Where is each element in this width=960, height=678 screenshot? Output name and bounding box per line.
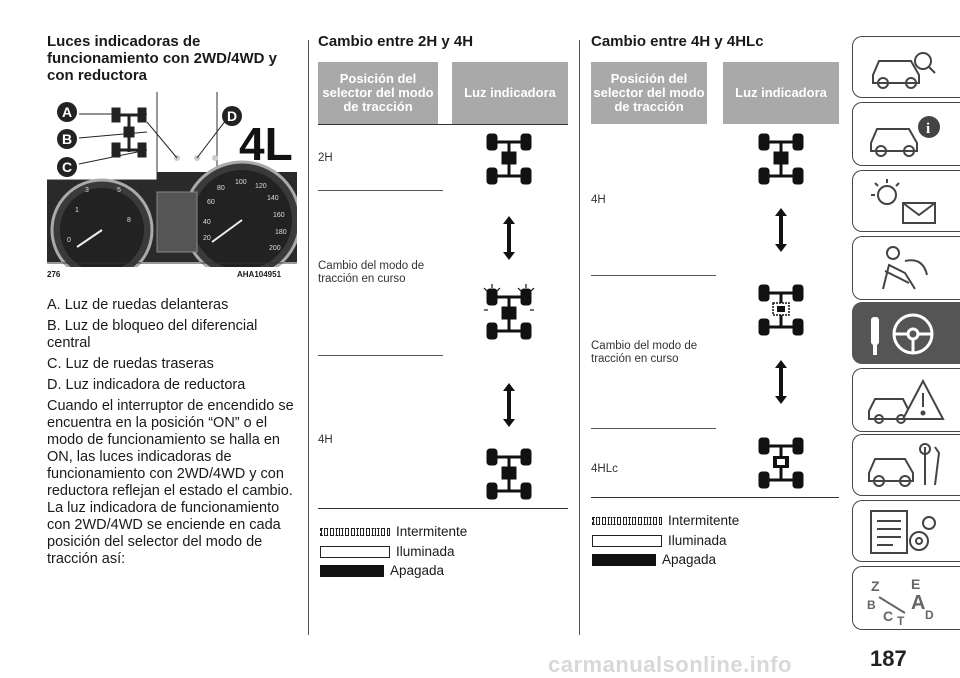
svg-text:C: C	[883, 608, 894, 624]
car-info-icon	[865, 109, 945, 161]
list-item: A. Luz de ruedas delanteras	[47, 297, 229, 313]
svg-text:60: 60	[207, 199, 215, 206]
svg-text:B: B	[867, 598, 876, 612]
steering-key-icon	[865, 309, 945, 359]
legend-label: Iluminada	[668, 533, 727, 548]
legend-on	[320, 544, 455, 559]
svg-text:1: 1	[75, 207, 79, 214]
table-cell: 4H	[318, 434, 333, 446]
tab-car-info[interactable]	[852, 102, 960, 166]
on-swatch	[592, 535, 662, 547]
table-header-position: Posición del selector del modo de tracción	[318, 62, 438, 124]
blink-swatch	[320, 528, 390, 536]
legend-off	[592, 552, 716, 567]
table-header-light: Luz indicadora	[452, 62, 568, 124]
legend-label: Apagada	[390, 563, 445, 578]
car-search-icon	[865, 43, 945, 93]
svg-text:T: T	[897, 614, 905, 625]
off-swatch	[320, 565, 384, 577]
legend-on	[592, 533, 727, 548]
double-arrow-icon	[775, 208, 787, 257]
svg-text:200: 200	[269, 245, 281, 252]
table-cell: 4HLc	[591, 463, 618, 475]
section-heading: Cambio entre 4H y 4HLc	[591, 33, 764, 50]
svg-text:40: 40	[203, 219, 211, 226]
airbag-seat-icon	[865, 243, 945, 295]
tab-steering-key[interactable]	[852, 302, 960, 364]
breakdown-triangle-icon	[865, 375, 945, 427]
section-heading: Luces indicadoras de funcionamiento con 2WD/4WD y con reductora	[47, 33, 278, 84]
legend-label: Intermitente	[668, 513, 740, 528]
legend-label: Iluminada	[396, 544, 455, 559]
tab-specs-list[interactable]	[852, 500, 960, 562]
svg-text:20: 20	[203, 235, 211, 242]
svg-text:3: 3	[85, 187, 89, 194]
legend-off	[320, 563, 444, 578]
figure-label-a: A	[62, 104, 73, 120]
figure-label-d: D	[227, 108, 238, 124]
svg-text:D: D	[925, 608, 934, 622]
off-swatch	[592, 554, 656, 566]
legend-label: Intermitente	[396, 524, 468, 539]
table-header-position: Posición del selector del modo de tracción	[591, 62, 707, 124]
figure-label-b: B	[62, 131, 73, 147]
figure-label-c: C	[62, 159, 73, 175]
svg-text:E: E	[911, 576, 921, 592]
body-paragraph: Cuando el interruptor de encendido se encuentra en la posición “ON” o el modo de funcionamiento se halla en ON, las luces indicadoras de funcionamiento con 2WD/4WD y con reductora reflejan el estado el cambio. La luz indicadora de funcionamiento con 2WD/4WD se enciende en cada posición del selector del modo de tracción así:	[47, 398, 294, 567]
double-arrow-icon	[503, 216, 515, 265]
figure-code: AHA104951	[237, 270, 282, 279]
watermark: carmanualsonline.info	[548, 652, 792, 677]
table-cell: Cambio del modo de tracción en curso	[318, 260, 425, 285]
svg-text:180: 180	[275, 229, 287, 236]
legend-label: Apagada	[662, 552, 717, 567]
section-heading: Cambio entre 2H y 4H	[318, 33, 474, 50]
4wd-lit-icon	[486, 133, 532, 190]
car-service-icon	[865, 441, 945, 491]
4wd-lit-icon	[486, 448, 532, 505]
double-arrow-icon	[775, 360, 787, 409]
svg-text:80: 80	[217, 185, 225, 192]
tab-warning-lights[interactable]	[852, 170, 960, 232]
legend-list	[47, 297, 302, 568]
svg-text:5: 5	[117, 187, 121, 194]
svg-text:A: A	[911, 592, 926, 614]
list-item: B. Luz de bloqueo del diferencial central	[47, 318, 258, 351]
4wd-lock-blinking-icon	[758, 284, 804, 341]
list-item: D. Luz indicadora de reductora	[47, 377, 246, 393]
table-cell: Cambio del modo de tracción en curso	[591, 340, 698, 365]
tab-breakdown[interactable]	[852, 368, 960, 432]
tab-airbag-seat[interactable]	[852, 236, 960, 300]
column-divider	[308, 40, 309, 635]
warning-lights-icon	[865, 177, 945, 227]
dashboard-figure	[47, 92, 297, 267]
figure-number: 276	[47, 270, 61, 279]
svg-text:8: 8	[127, 217, 131, 224]
table-header-light: Luz indicadora	[723, 62, 839, 124]
svg-text:100: 100	[235, 179, 247, 186]
specs-list-icon	[865, 507, 945, 557]
table-cell: 2H	[318, 152, 333, 164]
blink-swatch	[592, 517, 662, 525]
tab-alphabet-index[interactable]	[852, 566, 960, 630]
figure-label-4l: 4L	[239, 118, 293, 170]
svg-text:Z: Z	[871, 578, 880, 594]
tab-car-search[interactable]	[852, 36, 960, 98]
svg-text:140: 140	[267, 195, 279, 202]
on-swatch	[320, 546, 390, 558]
double-arrow-icon	[503, 383, 515, 432]
svg-text:120: 120	[255, 183, 267, 190]
svg-text:0: 0	[67, 237, 71, 244]
table-cell: 4H	[591, 194, 606, 206]
tab-car-service[interactable]	[852, 434, 960, 496]
column-divider	[579, 40, 580, 635]
list-item: C. Luz de ruedas traseras	[47, 356, 214, 372]
alphabet-index-icon	[865, 573, 945, 625]
4wd-lock-lit-icon	[758, 437, 804, 494]
svg-text:160: 160	[273, 212, 285, 219]
4wd-blinking-icon	[482, 284, 536, 349]
legend-blink	[592, 513, 739, 528]
legend-blink	[320, 524, 467, 539]
4wd-lit-icon	[758, 133, 804, 190]
svg-text:i: i	[926, 121, 931, 137]
page-number: 187	[870, 646, 907, 671]
